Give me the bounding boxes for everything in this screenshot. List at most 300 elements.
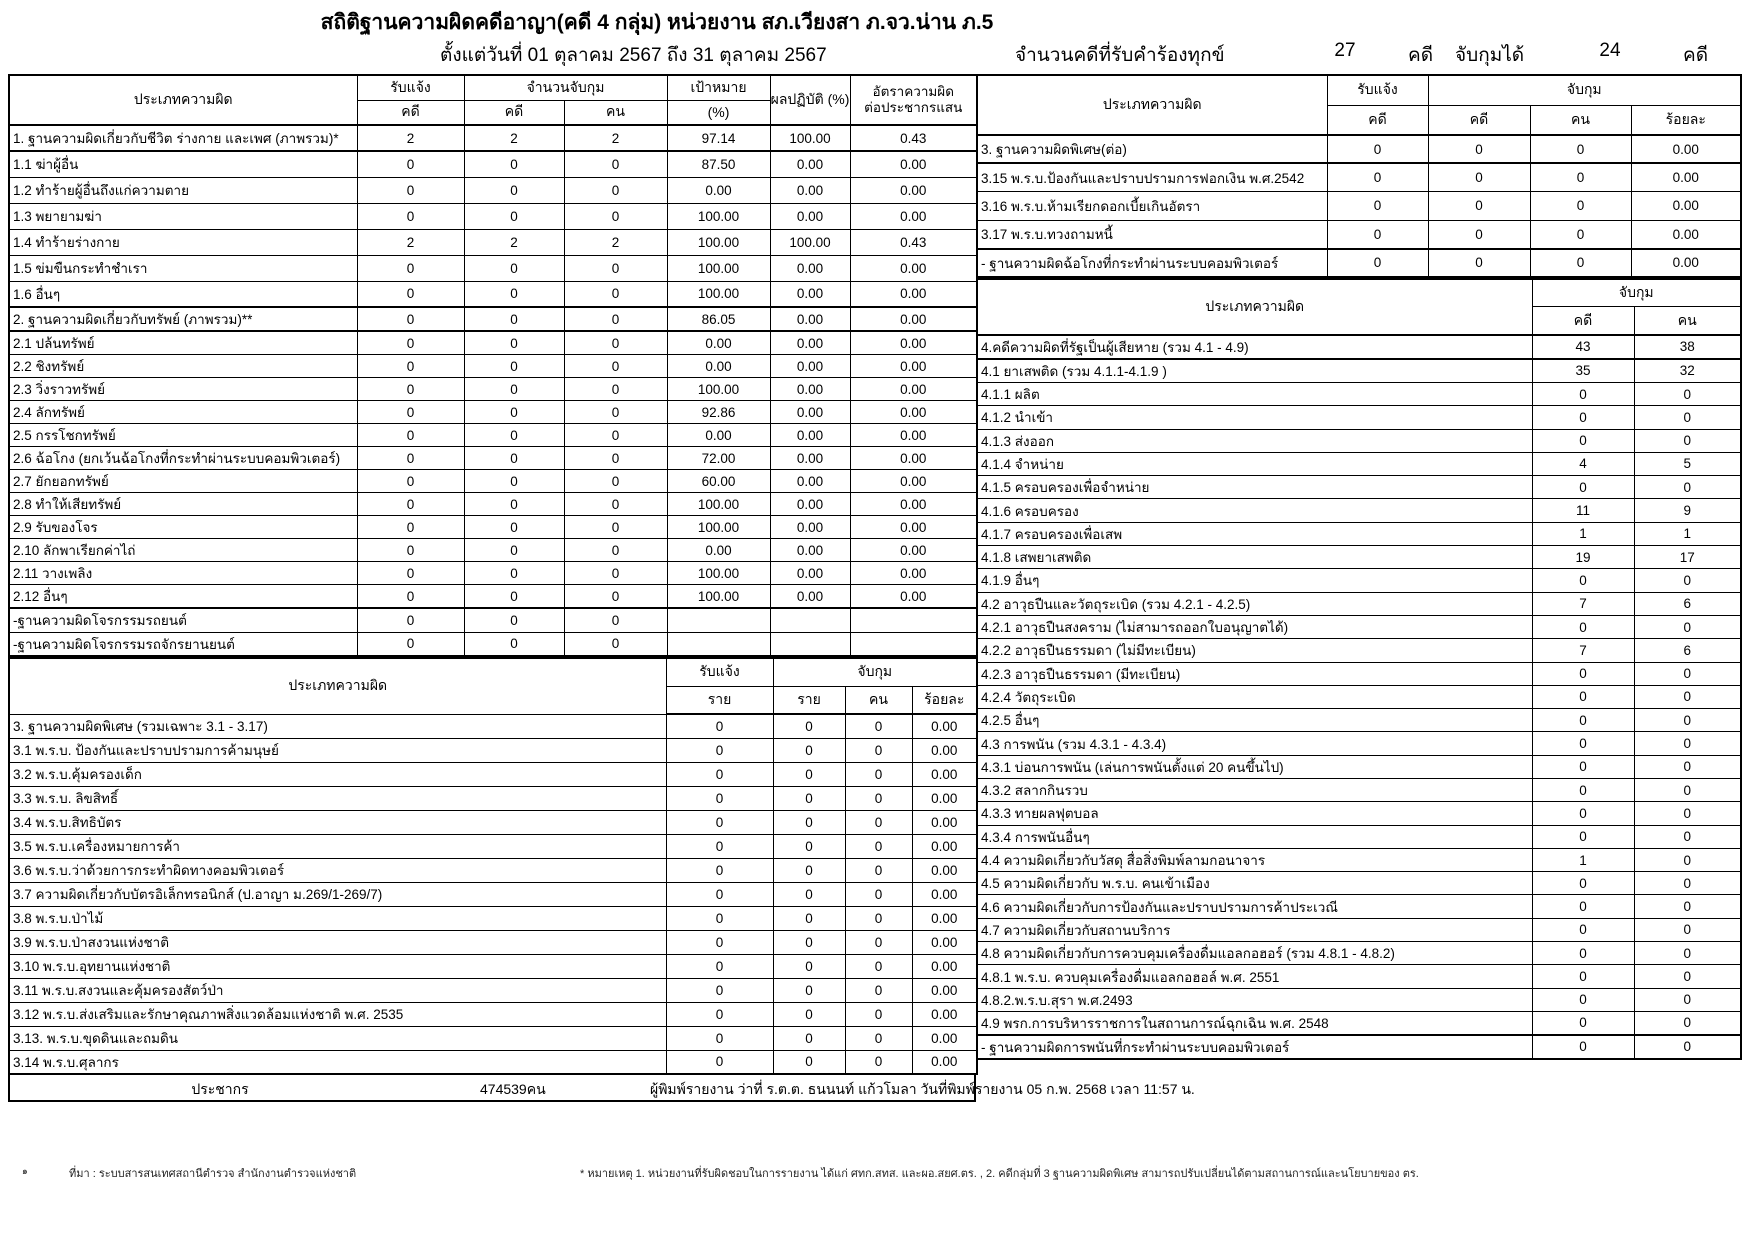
table-row [977, 848, 1741, 871]
value-cell: 0 [845, 834, 912, 858]
value-cell: 0.43 [850, 125, 977, 151]
offense-label: 4.1.4 จำหน่าย [977, 452, 1532, 475]
value-cell: 0 [564, 539, 667, 562]
value-cell: 0.00 [850, 281, 977, 307]
value-cell: 0 [773, 834, 845, 858]
value-cell: 0 [1327, 220, 1428, 248]
table-row [9, 307, 977, 331]
value-cell: 7 [1532, 592, 1634, 615]
table-row [9, 424, 977, 447]
value-cell: 0 [1428, 192, 1530, 220]
value-cell: 0.00 [770, 203, 850, 229]
value-cell: 0 [1634, 755, 1741, 778]
value-cell: 0 [1532, 569, 1634, 592]
offense-label: 2.8 ทำให้เสียทรัพย์ [9, 493, 357, 516]
value-cell: 2 [357, 125, 464, 151]
value-cell: 0 [357, 203, 464, 229]
offense-label: 3.9 พ.ร.บ.ป่าสงวนแห่งชาติ [9, 930, 666, 954]
offense-label: 4.5 ความผิดเกี่ยวกับ พ.ร.บ. คนเข้าเมือง [977, 872, 1532, 895]
table-row [977, 918, 1741, 941]
value-cell: 100.00 [667, 229, 770, 255]
value-cell: 0.00 [770, 516, 850, 539]
value-cell: 0 [773, 738, 845, 762]
value-cell: 86.05 [667, 307, 770, 331]
value-cell: 0 [845, 882, 912, 906]
value-cell: 2 [464, 125, 564, 151]
value-cell: 0 [1532, 662, 1634, 685]
table-row [9, 493, 977, 516]
table-row [977, 825, 1741, 848]
value-cell: 0 [845, 738, 912, 762]
value-cell: 0 [564, 378, 667, 401]
value-cell: 0.00 [912, 858, 977, 882]
value-cell: 0 [357, 493, 464, 516]
table-row [9, 786, 977, 810]
section-3-special-continued [977, 135, 1741, 277]
value-cell: 0 [773, 978, 845, 1002]
value-cell: 0.00 [850, 516, 977, 539]
value-cell: 92.86 [667, 401, 770, 424]
value-cell: 0.00 [912, 978, 977, 1002]
offense-label: 4.1.5 ครอบครองเพื่อจำหน่าย [977, 476, 1532, 499]
value-cell: 0 [464, 177, 564, 203]
value-cell: 0 [564, 203, 667, 229]
value-cell: 97.14 [667, 125, 770, 151]
table-row [977, 685, 1741, 708]
value-cell: 0.00 [850, 177, 977, 203]
value-cell: 0.00 [667, 355, 770, 378]
table-row [9, 632, 977, 656]
value-cell: 0 [1532, 918, 1634, 941]
table-row [977, 779, 1741, 802]
value-cell: 0 [845, 978, 912, 1002]
value-cell: 0 [666, 1002, 773, 1026]
value-cell: 0 [564, 355, 667, 378]
section-3-special-offense [9, 714, 977, 1074]
section-vehicle-theft [9, 608, 977, 656]
value-cell: 0.00 [770, 355, 850, 378]
col-header-arrest: จับกุม [1532, 279, 1741, 307]
value-cell: 0 [1428, 249, 1530, 277]
offense-label: 1.5 ข่มขืนกระทำชำเรา [9, 255, 357, 281]
value-cell: 0 [666, 906, 773, 930]
table-row [9, 834, 977, 858]
value-cell: 0 [1634, 942, 1741, 965]
value-cell: 0 [666, 714, 773, 738]
value-cell: 0 [1532, 872, 1634, 895]
value-cell: 0.00 [912, 738, 977, 762]
left-special-offense-table [8, 657, 978, 1075]
value-cell: 0 [357, 608, 464, 632]
value-cell: 0 [1634, 429, 1741, 452]
value-cell: 72.00 [667, 447, 770, 470]
col-header-arrest-count: จำนวนจับกุม [464, 75, 667, 100]
offense-label: 4.1.3 ส่งออก [977, 429, 1532, 452]
table-row [9, 930, 977, 954]
value-cell: 0 [1634, 382, 1741, 405]
value-cell: 0 [464, 307, 564, 331]
table-row [9, 331, 977, 355]
col-header-arrest-persons: คน [845, 686, 912, 714]
offense-label: 1.6 อื่นๆ [9, 281, 357, 307]
table-row [977, 732, 1741, 755]
table-row [977, 988, 1741, 1011]
value-cell: 0 [564, 516, 667, 539]
value-cell: 100.00 [770, 125, 850, 151]
value-cell: 0 [1634, 825, 1741, 848]
value-cell: 0 [1634, 732, 1741, 755]
col-header-offense-type: ประเภทความผิด [977, 279, 1532, 335]
value-cell: 0.00 [850, 331, 977, 355]
value-cell: 0 [1530, 135, 1631, 163]
value-cell: 0.00 [912, 1050, 977, 1074]
offense-label: 1. ฐานความผิดเกี่ยวกับชีวิต ร่างกาย และเพศ (ภาพรวม)* [9, 125, 357, 151]
value-cell: 0 [666, 786, 773, 810]
value-cell: 0 [564, 585, 667, 609]
offense-label: 4.6 ความผิดเกี่ยวกับการป้องกันและปราบปรามการค้าประเวณี [977, 895, 1532, 918]
value-cell: 0 [564, 177, 667, 203]
value-cell: 0 [1634, 476, 1741, 499]
value-cell: 0.00 [912, 762, 977, 786]
offense-label: 2.11 วางเพลิง [9, 562, 357, 585]
value-cell: 0.00 [770, 151, 850, 177]
value-cell: 0.00 [850, 401, 977, 424]
tables-area [8, 74, 1746, 1102]
value-cell: 0 [1532, 895, 1634, 918]
offense-label: 3.6 พ.ร.บ.ว่าด้วยการกระทำผิดทางคอมพิวเตอร์ [9, 858, 666, 882]
offense-label: 4.2.3 อาวุธปืนธรรมดา (มีทะเบียน) [977, 662, 1532, 685]
col-header-offense-type: ประเภทความผิด [9, 75, 357, 125]
value-cell: 0.00 [912, 714, 977, 738]
offense-label: 3. ฐานความผิดพิเศษ(ต่อ) [977, 135, 1327, 163]
value-cell [850, 608, 977, 632]
value-cell: 0 [464, 255, 564, 281]
value-cell: 0 [666, 858, 773, 882]
value-cell: 0.00 [667, 539, 770, 562]
table-row [9, 714, 977, 738]
value-cell: 0.00 [770, 585, 850, 609]
table-row [9, 539, 977, 562]
value-cell: 0 [564, 470, 667, 493]
value-cell: 60.00 [667, 470, 770, 493]
value-cell: 0.00 [850, 203, 977, 229]
value-cell: 0.00 [770, 424, 850, 447]
value-cell: 0 [1532, 755, 1634, 778]
value-cell: 0 [773, 906, 845, 930]
value-cell: 0 [357, 516, 464, 539]
value-cell: 0 [1532, 406, 1634, 429]
complaints-label: จำนวนคดีที่รับคำร้องทุกข์ [1015, 45, 1225, 66]
value-cell: 0 [666, 762, 773, 786]
table-row [977, 546, 1741, 569]
value-cell: 0 [1634, 779, 1741, 802]
value-cell: 0 [1532, 942, 1634, 965]
value-cell: 0.00 [667, 424, 770, 447]
value-cell: 32 [1634, 359, 1741, 383]
table-row [977, 192, 1741, 220]
offense-label: 3.16 พ.ร.บ.ห้ามเรียกดอกเบี้ยเกินอัตรา [977, 192, 1327, 220]
col-header-arrest-percent: ร้อยละ [912, 686, 977, 714]
arrests-unit: คดี [1683, 45, 1709, 66]
value-cell: 100.00 [667, 378, 770, 401]
offense-label: 2.7 ยักยอกทรัพย์ [9, 470, 357, 493]
value-cell: 0 [564, 608, 667, 632]
table-row [977, 163, 1741, 191]
value-cell: 0 [357, 281, 464, 307]
value-cell: 0.00 [850, 378, 977, 401]
col-header-arrest-cases: คดี [464, 100, 564, 125]
offense-label: 3.15 พ.ร.บ.ป้องกันและปราบปรามการฟอกเงิน พ.ศ.2542 [977, 163, 1327, 191]
table-row [9, 882, 977, 906]
value-cell: 0 [464, 447, 564, 470]
col-header-arrest-percent: ร้อยละ [1631, 105, 1741, 135]
value-cell: 0 [1530, 192, 1631, 220]
value-cell: 0 [464, 470, 564, 493]
col-header-offense-type: ประเภทความผิด [9, 658, 666, 714]
table-row [977, 429, 1741, 452]
value-cell: 0 [1634, 872, 1741, 895]
col-header-arrest-persons: คน [1530, 105, 1631, 135]
arrests-label: จับกุมได้ [1455, 45, 1525, 66]
report-subtitle [8, 38, 1746, 70]
source-footnote: ที่มา : ระบบสารสนเทศสถานีตำรวจ สำนักงานตำรวจแห่งชาติ [69, 1168, 357, 1180]
value-cell: 100.00 [667, 562, 770, 585]
offense-label: 4.3.4 การพนันอื่นๆ [977, 825, 1532, 848]
offense-label: 4.7 ความผิดเกี่ยวกับสถานบริการ [977, 918, 1532, 941]
table-row [977, 522, 1741, 545]
offense-label: 2.1 ปล้นทรัพย์ [9, 331, 357, 355]
value-cell: 0 [464, 539, 564, 562]
value-cell [850, 632, 977, 656]
table-row [9, 1050, 977, 1074]
offense-label: - ฐานความผิดฉ้อโกงที่กระทำผ่านระบบคอมพิวเตอร์ [977, 249, 1327, 277]
offense-label: 3.4 พ.ร.บ.สิทธิบัตร [9, 810, 666, 834]
table-row [9, 125, 977, 151]
value-cell: 0 [357, 424, 464, 447]
value-cell: 0.00 [912, 906, 977, 930]
table-row [9, 516, 977, 539]
population-label: ประชากร [191, 1081, 249, 1097]
table-row [9, 762, 977, 786]
value-cell [770, 632, 850, 656]
offense-label: - ฐานความผิดการพนันที่กระทำผ่านระบบคอมพิวเตอร์ [977, 1035, 1532, 1059]
date-range: ตั้งแต่วันที่ 01 ตุลาคม 2567 ถึง 31 ตุลาคม 2567 [440, 45, 827, 66]
table-row [9, 378, 977, 401]
value-cell: 2 [564, 125, 667, 151]
offense-label: 2.3 วิ่งราวทรัพย์ [9, 378, 357, 401]
value-cell: 0.00 [912, 810, 977, 834]
value-cell: 0 [464, 424, 564, 447]
value-cell: 0.00 [770, 331, 850, 355]
offense-label: 3. ฐานความผิดพิเศษ (รวมเฉพาะ 3.1 - 3.17) [9, 714, 666, 738]
value-cell: 0.00 [770, 307, 850, 331]
offense-label: 4.8 ความผิดเกี่ยวกับการควบคุมเครื่องดื่มแอลกอฮอร์ (รวม 4.8.1 - 4.8.2) [977, 942, 1532, 965]
value-cell: 0 [666, 1050, 773, 1074]
right-column [976, 74, 1740, 1060]
value-cell: 0 [1530, 163, 1631, 191]
value-cell: 100.00 [667, 281, 770, 307]
value-cell: 0.43 [850, 229, 977, 255]
value-cell: 0 [1327, 249, 1428, 277]
complaints-value: 27 [1334, 40, 1356, 61]
offense-label: 2.5 กรรโชกทรัพย์ [9, 424, 357, 447]
crime-rate-line1: อัตราความผิด [872, 83, 954, 99]
value-cell: 0.00 [1631, 192, 1741, 220]
value-cell: 0 [564, 632, 667, 656]
value-cell: 0 [564, 447, 667, 470]
value-cell: 0 [357, 331, 464, 355]
value-cell: 0 [357, 151, 464, 177]
value-cell [667, 632, 770, 656]
value-cell: 0.00 [770, 281, 850, 307]
value-cell: 0 [1634, 685, 1741, 708]
value-cell: 7 [1532, 639, 1634, 662]
table-row [9, 562, 977, 585]
value-cell: 0 [357, 355, 464, 378]
table-row [977, 592, 1741, 615]
value-cell: 0 [845, 762, 912, 786]
value-cell: 0.00 [1631, 249, 1741, 277]
value-cell: 0 [666, 882, 773, 906]
footnotes [8, 1164, 1746, 1188]
value-cell: 0 [1532, 382, 1634, 405]
offense-label: 4.คดีความผิดที่รัฐเป็นผู้เสียหาย (รวม 4.1 - 4.9) [977, 335, 1532, 359]
table-row [977, 942, 1741, 965]
value-cell: 0.00 [667, 331, 770, 355]
value-cell: 0 [464, 378, 564, 401]
table-row [9, 177, 977, 203]
table-row [977, 359, 1741, 383]
offense-label: 4.2.5 อื่นๆ [977, 709, 1532, 732]
col-header-crime-rate [850, 75, 977, 125]
value-cell: 0 [464, 516, 564, 539]
value-cell: 0.00 [770, 470, 850, 493]
value-cell: 35 [1532, 359, 1634, 383]
table-row [9, 401, 977, 424]
value-cell: 19 [1532, 546, 1634, 569]
value-cell: 0 [357, 585, 464, 609]
value-cell: 0 [1428, 163, 1530, 191]
value-cell: 100.00 [770, 229, 850, 255]
table-row [977, 1011, 1741, 1035]
value-cell: 38 [1634, 335, 1741, 359]
value-cell: 43 [1532, 335, 1634, 359]
value-cell: 0 [357, 378, 464, 401]
table-row [977, 965, 1741, 988]
offense-label: 3.2 พ.ร.บ.คุ้มครองเด็ก [9, 762, 666, 786]
value-cell: 0 [464, 608, 564, 632]
table-row [977, 662, 1741, 685]
value-cell: 0 [773, 858, 845, 882]
offense-label: 1.3 พยายามฆ่า [9, 203, 357, 229]
table-row [977, 499, 1741, 522]
value-cell: 0 [1532, 988, 1634, 1011]
value-cell: 0.00 [770, 378, 850, 401]
col-header-reported: รับแจ้ง [1327, 75, 1428, 105]
table-row [977, 452, 1741, 475]
value-cell: 9 [1634, 499, 1741, 522]
value-cell: 0 [1327, 135, 1428, 163]
offense-label: 1.1 ฆ่าผู้อื่น [9, 151, 357, 177]
table-row [977, 135, 1741, 163]
value-cell: 0 [1532, 429, 1634, 452]
table-row [977, 476, 1741, 499]
value-cell: 0 [357, 539, 464, 562]
offense-label: 2.2 ชิงทรัพย์ [9, 355, 357, 378]
value-cell: 0 [564, 307, 667, 331]
table-row [977, 220, 1741, 248]
col-header-target-unit: (%) [667, 100, 770, 125]
crime-rate-line2: ต่อประชากรแสน [864, 100, 963, 115]
left-offense-table [8, 74, 978, 657]
value-cell: 0 [666, 1026, 773, 1050]
value-cell: 0 [666, 834, 773, 858]
value-cell: 0.00 [770, 255, 850, 281]
value-cell: 0 [773, 786, 845, 810]
value-cell: 0 [845, 714, 912, 738]
value-cell: 0 [357, 177, 464, 203]
value-cell: 0 [464, 401, 564, 424]
offense-label: 1.4 ทำร้ายร่างกาย [9, 229, 357, 255]
value-cell: 0 [1428, 135, 1530, 163]
table-row [9, 447, 977, 470]
value-cell: 0 [845, 906, 912, 930]
value-cell: 0 [773, 714, 845, 738]
value-cell: 0.00 [770, 447, 850, 470]
value-cell: 0.00 [1631, 220, 1741, 248]
table-row [9, 978, 977, 1002]
table-row [9, 151, 977, 177]
value-cell: 0 [1634, 918, 1741, 941]
value-cell: 0 [357, 562, 464, 585]
offense-label: 3.8 พ.ร.บ.ป่าไม้ [9, 906, 666, 930]
value-cell: 0.00 [850, 424, 977, 447]
value-cell: 0 [464, 355, 564, 378]
right-table-header [977, 75, 1741, 135]
offense-label: 4.1.7 ครอบครองเพื่อเสพ [977, 522, 1532, 545]
offense-label: 4.1.8 เสพยาเสพติด [977, 546, 1532, 569]
value-cell: 0.00 [850, 307, 977, 331]
value-cell: 1 [1634, 522, 1741, 545]
offense-label: 4.1.9 อื่นๆ [977, 569, 1532, 592]
col-header-arrest: จับกุม [773, 658, 977, 686]
value-cell: 0 [666, 810, 773, 834]
value-cell: 0 [773, 954, 845, 978]
offense-label: 4.8.1 พ.ร.บ. ควบคุมเครื่องดื่มแอลกอฮอล์ พ.ศ. 2551 [977, 965, 1532, 988]
value-cell: 0 [1327, 163, 1428, 191]
value-cell: 0.00 [1631, 135, 1741, 163]
table-row [9, 1002, 977, 1026]
offense-label: 2.6 ฉ้อโกง (ยกเว้นฉ้อโกงที่กระทำผ่านระบบคอมพิวเตอร์) [9, 447, 357, 470]
value-cell: 1 [1532, 848, 1634, 871]
value-cell: 0.00 [850, 562, 977, 585]
col-header-performance: ผลปฏิบัติ (%) [770, 75, 850, 125]
value-cell: 0 [845, 1050, 912, 1074]
table-row [9, 470, 977, 493]
value-cell: 4 [1532, 452, 1634, 475]
col-header-target: เป้าหมาย [667, 75, 770, 100]
value-cell: 0 [564, 493, 667, 516]
value-cell: 0 [773, 762, 845, 786]
value-cell: 0 [845, 858, 912, 882]
value-cell: 0 [1532, 802, 1634, 825]
col-header-arrest-persons: คน [564, 100, 667, 125]
value-cell: 0.00 [912, 834, 977, 858]
value-cell: 2 [464, 229, 564, 255]
value-cell: 5 [1634, 452, 1741, 475]
value-cell: 0 [464, 632, 564, 656]
value-cell: 0 [1532, 476, 1634, 499]
